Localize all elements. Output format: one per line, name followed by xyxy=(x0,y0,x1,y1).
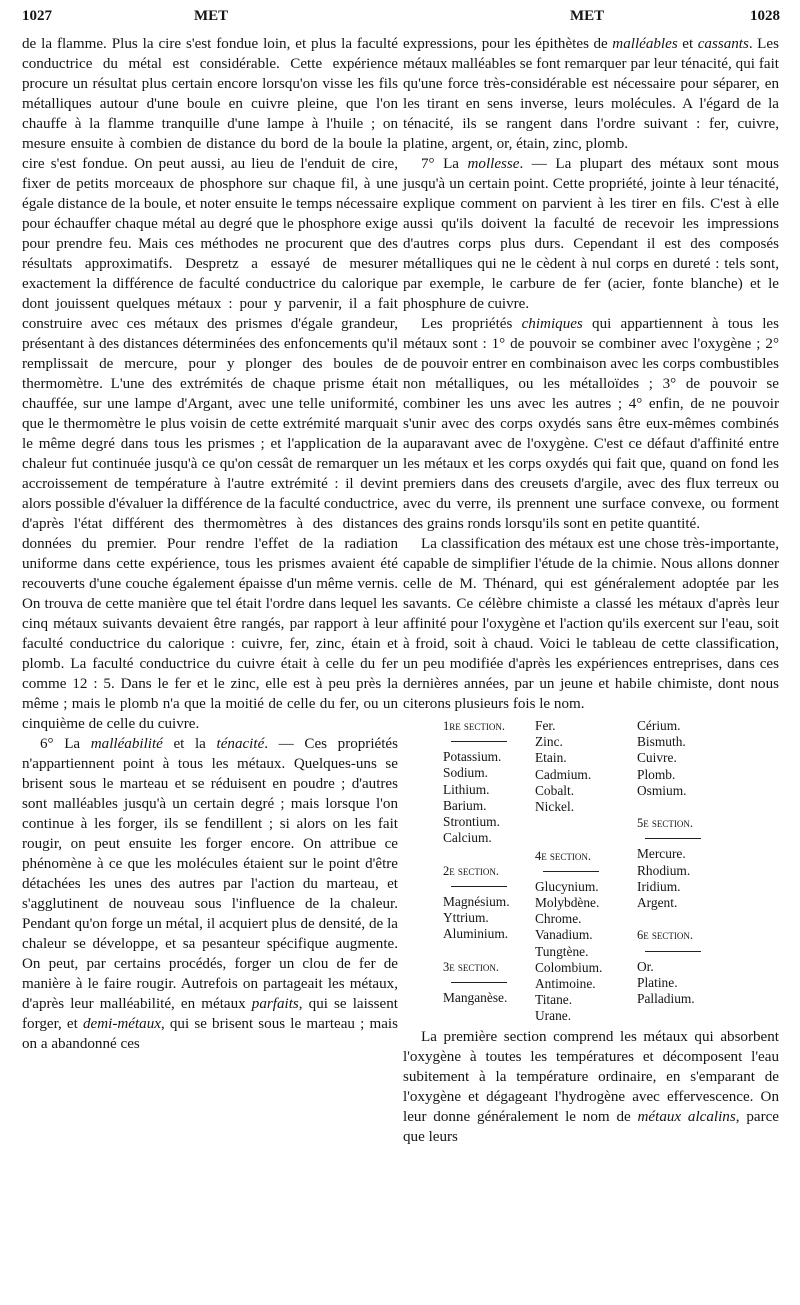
metal: Argent. xyxy=(637,895,678,911)
item-number: 6° La xyxy=(40,736,91,752)
metal: Etain. xyxy=(535,750,567,766)
item-number: 7° La xyxy=(421,156,468,172)
right-column xyxy=(403,34,779,1147)
metal: Palladium. xyxy=(637,991,695,1007)
paragraph-malleability xyxy=(22,734,398,1054)
divider xyxy=(451,886,507,887)
text: , qui se brisent sous le marteau ; mais on a abandonné ces xyxy=(22,1016,398,1052)
metal: Nickel. xyxy=(535,799,575,815)
term-parfaits: parfaits xyxy=(251,996,299,1012)
left-column xyxy=(22,34,398,1054)
divider xyxy=(645,951,701,952)
left-keyword: MET xyxy=(194,8,229,24)
metal: Aluminium. xyxy=(443,926,509,942)
classification-col-3 xyxy=(637,718,747,1025)
classification-col-1 xyxy=(443,718,535,1025)
metal: Manganèse. xyxy=(443,989,508,1005)
text: Les propriétés xyxy=(421,316,522,332)
term-demi-metaux: demi-métaux xyxy=(82,1016,161,1032)
divider xyxy=(451,982,507,983)
text: , qui se laissent forger, et xyxy=(22,996,398,1032)
metal: Cérium. xyxy=(637,718,681,733)
metal: Lithium. xyxy=(443,781,490,797)
running-head xyxy=(22,8,780,30)
paragraph-conductivity: de la flamme. Plus la cire s'est fondue loin, et plus la faculté conductrice du métal est considérable. Cette expérience procure un résultat plus certain encore lorsqu'on visse les fils métalliques autour d'une boule en cuivre pleine, que l'on chauffe à la flamme tranquille d'une lampe à l'huile ; on mesure ensuite à combien de distance du bord de la boule la cire s'est fondue. On peut aussi, au lieu de l'enduit de cire, fixer de petits morceaux de phosphore sur chaque fil, à une égale distance de la boule, et noter ensuite le temps nécessaire pour échauffer chaque métal au degré que le phosphore exige pour prendre feu. Mais ces méthodes ne procurent que des résultats approximatifs. Despretz a essayé de mesurer exactement la différence de faculté conductrice du calorique dont jouissent quelques métaux : pour y parvenir, il a fait construire avec ces métaux des prismes d'égale grandeur, présentant à des distances déterminées des enfoncements qu'il remplissait de mercure, pour y plonger des boules de thermomètre. L'une des extrémités de chaque prisme était chauffée, sur une lampe d'Argant, avec une telle uniformité, que le thermomètre le plus voisin de cette extrémité marquait le même degré dans tous les prismes ; et l'application de la chaleur fut continuée jusqu'à ce qu'on cessât de remarquer un accroissement de température à l'autre extrémité : il devint alors possible d'évaluer la différence de la faculté conductrice, d'après l'état différent des thermomètres à des distances données du premier. Pour rendre l'effet de la radiation uniforme dans cette expérience, tous les prismes avaient été recouverts d'une couche également épaisse d'un même vernis. On trouva de cette manière que tel était l'ordre dans lequel les cinq métaux suivants devaient être rangés, par rapport à leur faculté conductrice du calorique : cuivre, fer, zinc, étain et plomb. La faculté conductrice du cuivre était à celle du fer comme 12 : 5. Dans le fer et le zinc, elle est à peu près la même ; mais le plomb n'a que la moitié de celle du fer, ou un cinquième de celle du cuivre. xyxy=(22,36,398,732)
paragraph-mollesse xyxy=(403,154,779,314)
text: et la xyxy=(162,736,217,752)
metal: Molybdène. xyxy=(535,895,600,910)
term-metaux-alcalins: métaux alcalins xyxy=(637,1108,736,1125)
section-heading: 4e section. xyxy=(535,848,591,863)
metal: Platine. xyxy=(637,974,678,990)
metal: Cuivre. xyxy=(637,750,677,766)
metal: Titane. xyxy=(535,992,573,1008)
text: . — Ces propriétés n'appartiennent point à tous les métaux. Quelques-uns se brisent sous le marteau et se réduisent en poudre ; d'autres sont malléables jusqu'à un certain degré ; mais lorsque l'on continue à les forger, ils se fendillent ; si alors on les fait rougir, on peut ensuite les forger encore. On attribue ce phénomène à ce que les molécules étaient sur le point d'être détachées les unes des autres par l'action du marteau, et s'agglutinent de nouveau sous l'influence de la chaleur. Pendant qu'on forge un métal, il acquiert plus de densité, de la chaleur se développe, et sa pesanteur spécifique augmente. On peut, par certains procédés, forger un clou de fer de manière à le faire rougir. Autrefois on partageait les métaux, d'après leur malléabilité, en métaux xyxy=(22,736,398,1012)
term-chimiques: chimiques xyxy=(521,316,583,332)
metal: Rhodium. xyxy=(637,862,691,878)
metal: Barium. xyxy=(443,797,487,813)
metal: Chrome. xyxy=(535,911,582,927)
metal: Iridium. xyxy=(637,878,681,894)
paragraph-chemical-properties xyxy=(403,314,779,534)
term-malleables: malléables xyxy=(612,36,678,52)
metal: Osmium. xyxy=(637,782,687,798)
term-mollesse: mollesse xyxy=(467,156,520,172)
right-keyword: MET xyxy=(570,8,605,24)
divider xyxy=(543,871,599,872)
paragraph-expressions xyxy=(403,34,779,154)
text: et xyxy=(677,36,698,52)
metal: Fer. xyxy=(535,718,556,733)
term-tenacite: ténacité xyxy=(216,736,265,752)
text: , parce que leurs xyxy=(403,1108,779,1145)
section-heading: 6e section. xyxy=(637,928,693,943)
metal: Plomb. xyxy=(637,766,676,782)
metal: Antimoine. xyxy=(535,976,596,992)
metal: Sodium. xyxy=(443,765,489,781)
divider xyxy=(645,838,701,839)
text: expressions, pour les épithètes de xyxy=(403,36,613,52)
metal: Glucynium. xyxy=(535,878,599,894)
paragraph-classification-intro: La classification des métaux est une chose très-importante, capable de simplifier l'étude de la chimie. Nous allons donner celle de M. Thénard, qui est généralement adoptée par les savants. Ce célèbre chimiste a classé les métaux d'après leur affinité pour l'oxygène et l'action qu'ils exercent sur l'eau, soit à froid, soit à chaud. Voici le tableau de cette classification, un peu modifiée d'après les expériences entreprises, dans ces dernières années, par un jeune et habile chimiste, dont nous citerons plusieurs fois le nom. xyxy=(403,536,779,712)
metal: Magnésium. xyxy=(443,893,510,909)
metal: Bismuth. xyxy=(637,734,686,750)
metal: Yttrium. xyxy=(443,910,489,926)
metal: Vanadium. xyxy=(535,927,593,943)
section-heading: 2e section. xyxy=(443,863,499,878)
text: . — La plupart des métaux sont mous jusqu'à un certain point. Cette propriété, jointe à leur ténacité, explique comment on parvient à les tirer en fils. C'est à elle aussi qu'ils doivent la faculté de recevoir les impressions d'autres corps plus durs. Cependant il est des composés métalliques qui ne le cèdent à nul corps en dureté : tels sont, par exemple, le carbure de fer (acier, fonte blanche) et le phosphure de cuivre. xyxy=(403,156,779,312)
right-column-number: 1028 xyxy=(750,8,780,24)
metal: Or. xyxy=(637,958,654,974)
term-cassants: cassants xyxy=(697,36,749,52)
metal: Zinc. xyxy=(535,734,563,750)
section-heading: 1re section. xyxy=(443,719,505,733)
metal: Strontium. xyxy=(443,814,500,830)
text: La première section comprend les métaux qui absorbent l'oxygène à toutes les températures et décomposent l'eau subitement à la température ordinaire, en s'emparant de l'oxygène et dégageant l'hydrogène avec effervescence. On leur donne généralement le nom de xyxy=(403,1028,779,1125)
classification-col-2 xyxy=(535,718,637,1025)
metal: Urane. xyxy=(535,1008,572,1024)
divider xyxy=(451,741,507,742)
paragraph-first-section xyxy=(403,1027,779,1147)
text: qui appartiennent à tous les métaux sont : 1° de pouvoir se combiner avec l'oxygène ; 2° de pouvoir entrer en combinaison avec les corps combustibles non métalliques, ou les métalloïdes ; 3° de pouvoir se combiner les uns avec les autres ; 4° enfin, de ne pouvoir s'unir avec des corps oxydés sans être eux-mêmes combinés auparavant avec de l'oxygène. C'est ce défaut d'affinité entre les métaux et les corps oxydés qui fait que, quand on fond les premiers dans des creusets d'argile, avec des flux terreux ou avec du verre, ils prennent une surface convexe, ou forment des grains ronds lorsqu'ils sont en petite quantité. xyxy=(403,316,779,532)
metal: Mercure. xyxy=(637,846,686,862)
section-heading: 5e section. xyxy=(637,816,693,831)
metal: Cadmium. xyxy=(535,766,592,782)
text: . Les métaux malléables se font remarquer par leur ténacité, qui fait qu'une force très-considérable est nécessaire pour séparer, en les tirant en sens inverse, leurs molécules. A l'égard de la ténacité, ils se rangent dans l'ordre suivant : fer, cuivre, platine, argent, or, étain, zinc, plomb. xyxy=(403,36,779,152)
left-column-number: 1027 xyxy=(22,8,52,24)
metal: Colombium. xyxy=(535,959,603,975)
metal: Calcium. xyxy=(443,830,492,846)
metal: Potassium. xyxy=(443,749,502,765)
metal: Cobalt. xyxy=(535,782,575,798)
section-heading: 3e section. xyxy=(443,959,499,974)
term-malleabilite: malléabilité xyxy=(90,736,163,752)
metal: Tungtène. xyxy=(535,943,589,959)
classification-table xyxy=(443,718,773,1025)
